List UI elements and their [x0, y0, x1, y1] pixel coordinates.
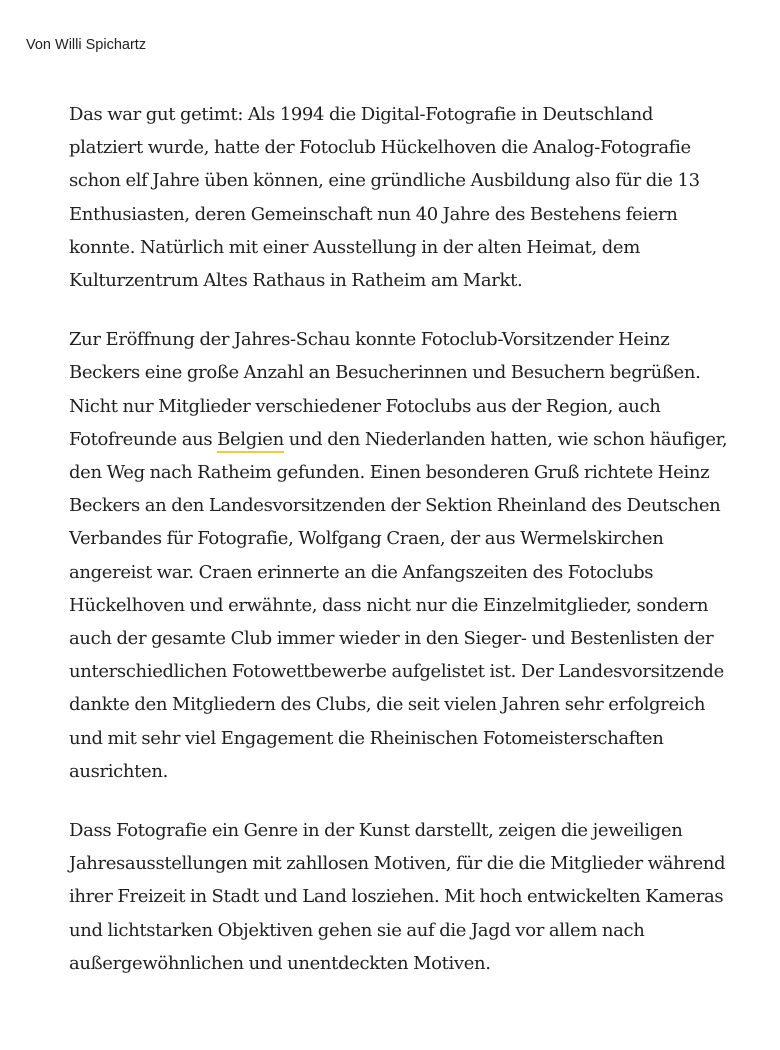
article-body [69, 98, 729, 1006]
author-byline: Von Willi Spichartz [26, 37, 147, 53]
article-paragraph-1: Das war gut getimt: Als 1994 die Digital-Fotografie in Deutschland platziert wurde, hatte der Fotoclub Hückelhoven die Analog-Fotografie schon elf Jahre üben können, eine gründliche Ausbildung also für die 13 Enthusiasten, deren Gemeinschaft nun 40 Jahre des Bestehens feiern konnte. Natürlich mit einer Ausstellung in der alten Heimat, dem Kulturzentrum Altes Rathaus in Ratheim am Markt. [69, 104, 700, 292]
article-paragraph-3: Dass Fotografie ein Genre in der Kunst darstellt, zeigen die jeweiligen Jahresausstellungen mit zahllosen Motiven, für die die Mitglieder während ihrer Freizeit in Stadt und Land losziehen. Mit hoch entwickelten Kameras und lichtstarken Objektiven gehen sie auf die Jagd vor allem nach außergewöhnlichen und unentdeckten Motiven. [69, 820, 726, 974]
article-paragraph-2 [69, 323, 729, 788]
paragraph-2-text-before-link: Zur Eröffnung der Jahres-Schau konnte Fotoclub-Vorsitzender Heinz Beckers eine große Anzahl an Besucherinnen und Besuchern begrüßen. Nicht nur Mitglieder verschiedener Fotoclubs aus der Region, auch Fotofreunde aus [69, 329, 701, 450]
paragraph-2-text-after-link: und den Niederlanden hatten, wie schon häufiger, den Weg nach Ratheim gefunden. Einen besonderen Gruß richtete Heinz Beckers an den Landesvorsitzenden der Sektion Rheinland des Deutschen Verbandes für Fotografie, Wolfgang Craen, der aus Wermelskirchen angereist war. Craen erinnerte an die Anfangszeiten des Fotoclubs Hückelhoven und erwähnte, dass nicht nur die Einzelmitglieder, sondern auch der gesamte Club immer wieder in den Sieger- und Bestenlisten der unterschiedlichen Fotowettbewerbe aufgelistet ist. Der Landesvorsitzende dankte den Mitgliedern des Clubs, die seit vielen Jahren sehr erfolgreich und mit sehr viel Engagement die Rheinischen Fotomeisterschaften ausrichten. [69, 428, 728, 782]
belgien-link[interactable]: Belgien [217, 429, 284, 453]
